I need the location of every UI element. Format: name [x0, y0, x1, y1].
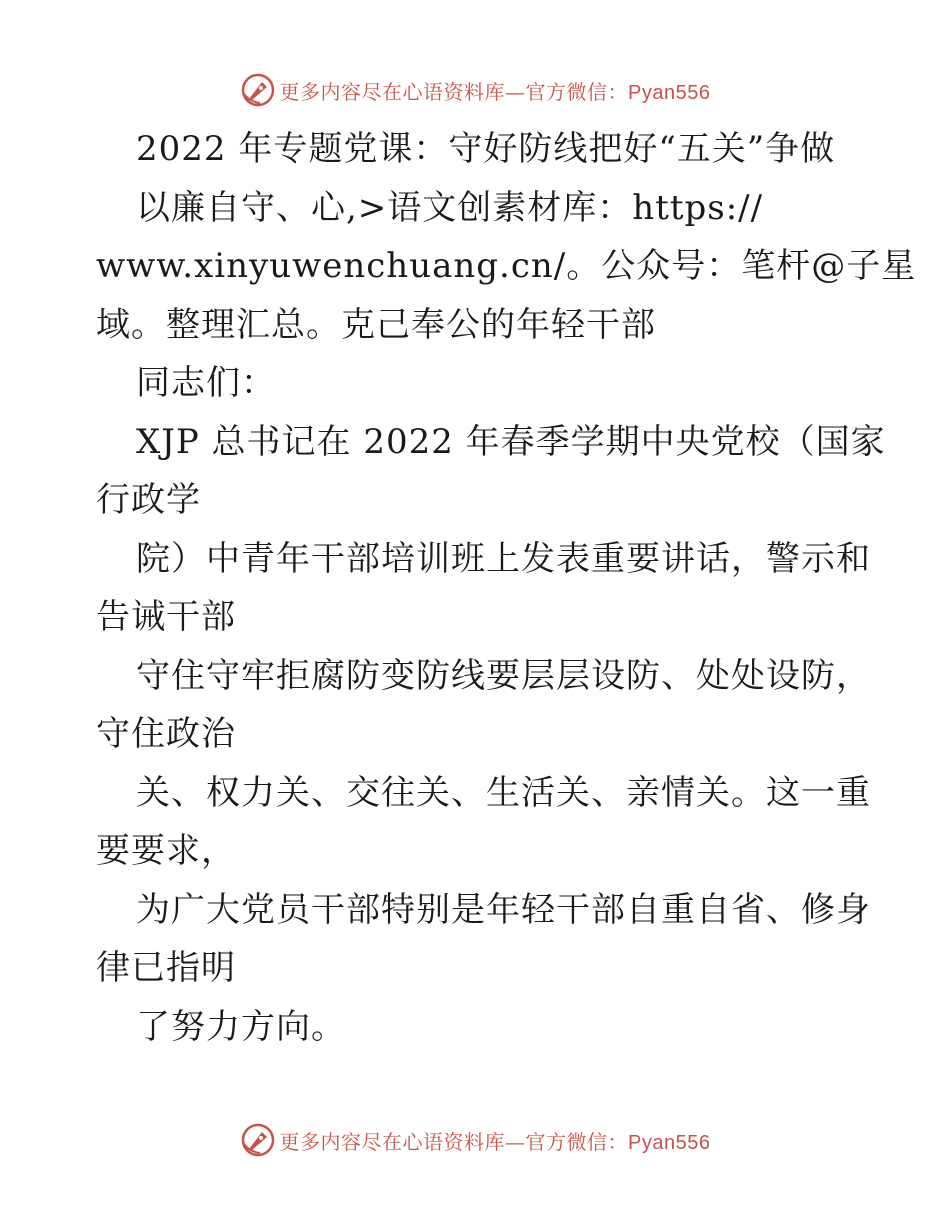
paragraph-line: XJP 总书记在 2022 年春季学期中央党校（国家: [136, 421, 886, 462]
wechat-handle: Pyan556: [628, 81, 711, 104]
paragraph-line: 了努力方向。: [136, 1006, 346, 1047]
paragraph-line: 律已指明: [96, 948, 236, 988]
pen-nib-circle-icon: [240, 1122, 276, 1158]
title-line-3: www.xinyuwenchuang.cn/。公众号：笔杆@子星: [96, 246, 917, 286]
watermark-text: 更多内容尽在心语资料库—官方微信：Pyan556: [279, 79, 711, 104]
paragraph-line: 院）中青年干部培训班上发表重要讲话，警示和: [136, 538, 871, 579]
salutation: 同志们：: [136, 363, 276, 403]
title-line-4: 域。整理汇总。克己奉公的年轻干部: [96, 304, 656, 345]
paragraph-line: 要要求，: [96, 831, 236, 871]
title-line-1: 2022 年专题党课：守好防线把好“五关”争做: [136, 129, 836, 169]
document-body: [96, 120, 917, 1056]
header-watermark-banner: [0, 68, 950, 112]
wechat-handle: Pyan556: [628, 1131, 711, 1154]
paragraph-line: 守住政治: [96, 714, 236, 754]
paragraph-line: 关、权力关、交往关、生活关、亲情关。这一重: [136, 772, 871, 813]
title-line-2: 以廉自守、心,>语文创素材库：https://: [136, 187, 764, 228]
paragraph-line: 行政学: [96, 480, 201, 520]
paragraph-line: 告诫干部: [96, 597, 236, 637]
pen-nib-circle-icon: [240, 72, 276, 108]
footer-watermark-banner: [0, 1118, 950, 1162]
paragraph-line: 守住守牢拒腐防变防线要层层设防、处处设防，: [136, 655, 871, 696]
paragraph-line: 为广大党员干部特别是年轻干部自重自省、修身: [136, 889, 871, 930]
watermark-text: 更多内容尽在心语资料库—官方微信：Pyan556: [279, 1129, 711, 1154]
